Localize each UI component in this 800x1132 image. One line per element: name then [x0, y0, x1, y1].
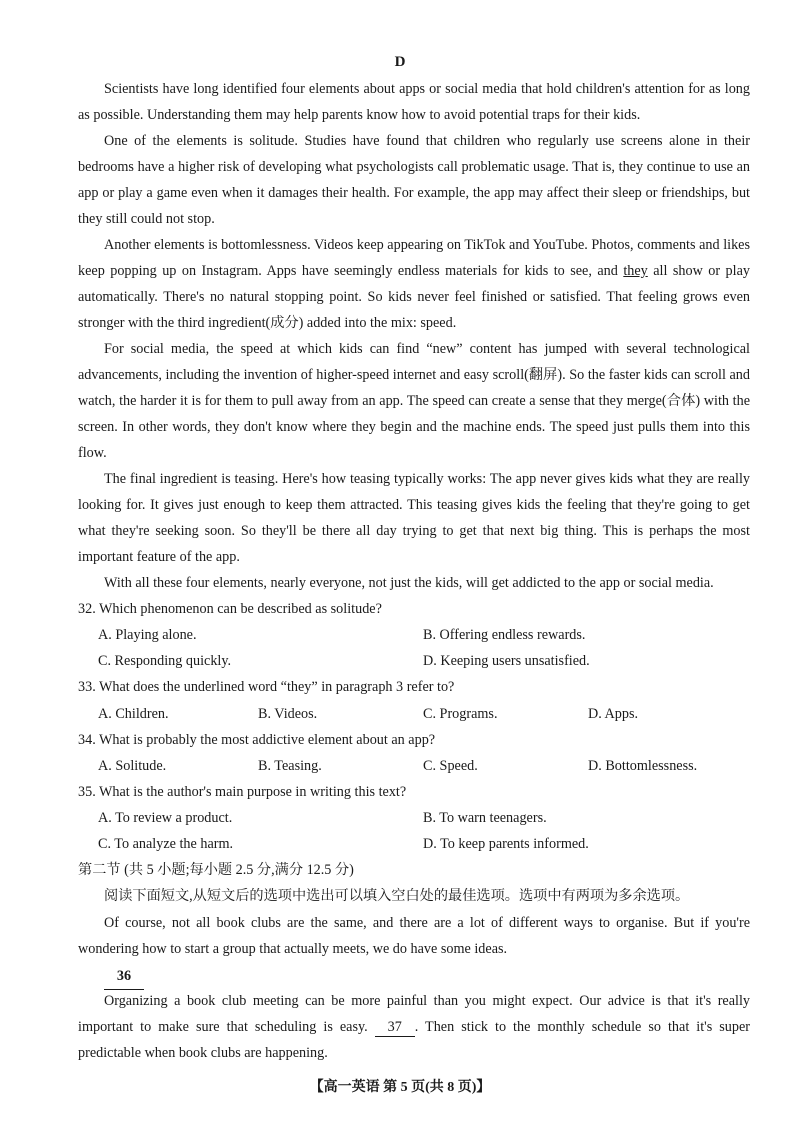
passage-paragraph-4: For social media, the speed at which kids can find “new” content has jumped with several technological advancements, including the invention of higher-speed internet and easy scroll(翻屏). So the faster kids can scroll and watch, the harder it is for them to pull away from an app. The speed can create a sense that they merge(合体) with the screen. In other words, they don't know where they begin and the machine ends. The speed just pulls them into this flow. — [78, 341, 750, 461]
question-33-option-d[interactable]: D. Apps. — [588, 706, 639, 722]
section-2-header: 第二节 (共 5 小题;每小题 2.5 分,满分 12.5 分) — [78, 862, 354, 878]
paragraph-3-text-after: all show or play automatically. There's no natural stopping point. So kids never feel finished or satisfied. That feeling grows even stronger with the third ingredient(成分) added into the mix: speed. — [78, 263, 750, 331]
paragraph-3-text-before: Another elements is bottomlessness. Videos keep appearing on TikTok and YouTube. Photos, comments and likes keep popping up on Instagram. Apps have seemingly endless materials for kids to see, and — [78, 237, 750, 279]
blank-37[interactable]: 37 — [375, 1018, 415, 1037]
page-footer: 【高一英语 第 5 页(共 8 页)】 — [309, 1080, 491, 1095]
question-35-option-d[interactable]: D. To keep parents informed. — [423, 836, 589, 852]
question-33-option-a[interactable]: A. Children. — [98, 706, 169, 722]
section-2-paragraph-2 — [78, 988, 750, 1066]
question-34-option-a[interactable]: A. Solitude. — [98, 758, 167, 774]
question-32-option-c[interactable]: C. Responding quickly. — [98, 653, 232, 669]
paragraph-text-before-blank-37: Organizing a book club meeting can be more painful than you might expect. Our advice is that it's really important to make sure that scheduling is easy. — [78, 993, 750, 1035]
question-35-option-c[interactable]: C. To analyze the harm. — [98, 836, 234, 852]
passage-paragraph-2: One of the elements is solitude. Studies have found that children who regularly use screens alone in their bedrooms have a higher risk of developing what psychologists call problematic usage. That is, they continue to use an app or play a game even when it damages their health. For example, the app may affect their sleep or friendships, but they still could not stop. — [78, 133, 750, 227]
question-32-option-a[interactable]: A. Playing alone. — [98, 627, 197, 643]
question-32-option-d[interactable]: D. Keeping users unsatisfied. — [423, 653, 590, 669]
question-35-stem: 35. What is the author's main purpose in writing this text? — [78, 784, 407, 800]
question-34-option-d[interactable]: D. Bottomlessness. — [588, 758, 698, 774]
passage-paragraph-1: Scientists have long identified four elements about apps or social media that hold children's attention for as long as possible. Understanding them may help parents know how to avoid potential traps for their kids. — [78, 81, 750, 123]
question-35-option-b[interactable]: B. To warn teenagers. — [423, 810, 547, 826]
passage-paragraph-6: With all these four elements, nearly everyone, not just the kids, will get addicted to the app or social media. — [104, 575, 714, 591]
question-35-option-a[interactable]: A. To review a product. — [98, 810, 233, 826]
section-2-intro-paragraph: Of course, not all book clubs are the same, and there are a lot of different ways to organise. But if you're wondering how to start a group that actually meets, we do have some ideas. — [78, 915, 750, 957]
question-33-option-b[interactable]: B. Videos. — [258, 706, 318, 722]
section-title: D — [394, 54, 406, 70]
blank-36[interactable] — [104, 963, 144, 990]
question-32-stem: 32. Which phenomenon can be described as solitude? — [78, 601, 382, 617]
question-34-stem: 34. What is probably the most addictive element about an app? — [78, 732, 436, 748]
question-33-stem: 33. What does the underlined word “they” in paragraph 3 refer to? — [78, 679, 455, 695]
question-33-option-c[interactable]: C. Programs. — [423, 706, 498, 722]
paragraph-text-after-blank-37: . Then stick to the monthly schedule so that it's super predictable when book clubs are happening. — [78, 1019, 750, 1061]
passage-paragraph-3 — [78, 232, 750, 336]
question-32-option-b[interactable]: B. Offering endless rewards. — [423, 627, 586, 643]
section-2-instruction: 阅读下面短文,从短文后的选项中选出可以填入空白处的最佳选项。选项中有两项为多余选项。 — [104, 888, 690, 904]
blank-36-number: 36 — [104, 963, 144, 990]
question-34-option-b[interactable]: B. Teasing. — [258, 758, 322, 774]
underlined-word-they: they — [623, 263, 648, 279]
passage-paragraph-5: The final ingredient is teasing. Here's how teasing typically works: The app never gives kids what they are really looking for. It gives just enough to keep them attracted. This teasing gives kids the feeling that they're going to get what they're seeking soon. So they'll be there all day trying to get that next big thing. This is perhaps the most important feature of the app. — [78, 471, 750, 565]
question-34-option-c[interactable]: C. Speed. — [423, 758, 478, 774]
